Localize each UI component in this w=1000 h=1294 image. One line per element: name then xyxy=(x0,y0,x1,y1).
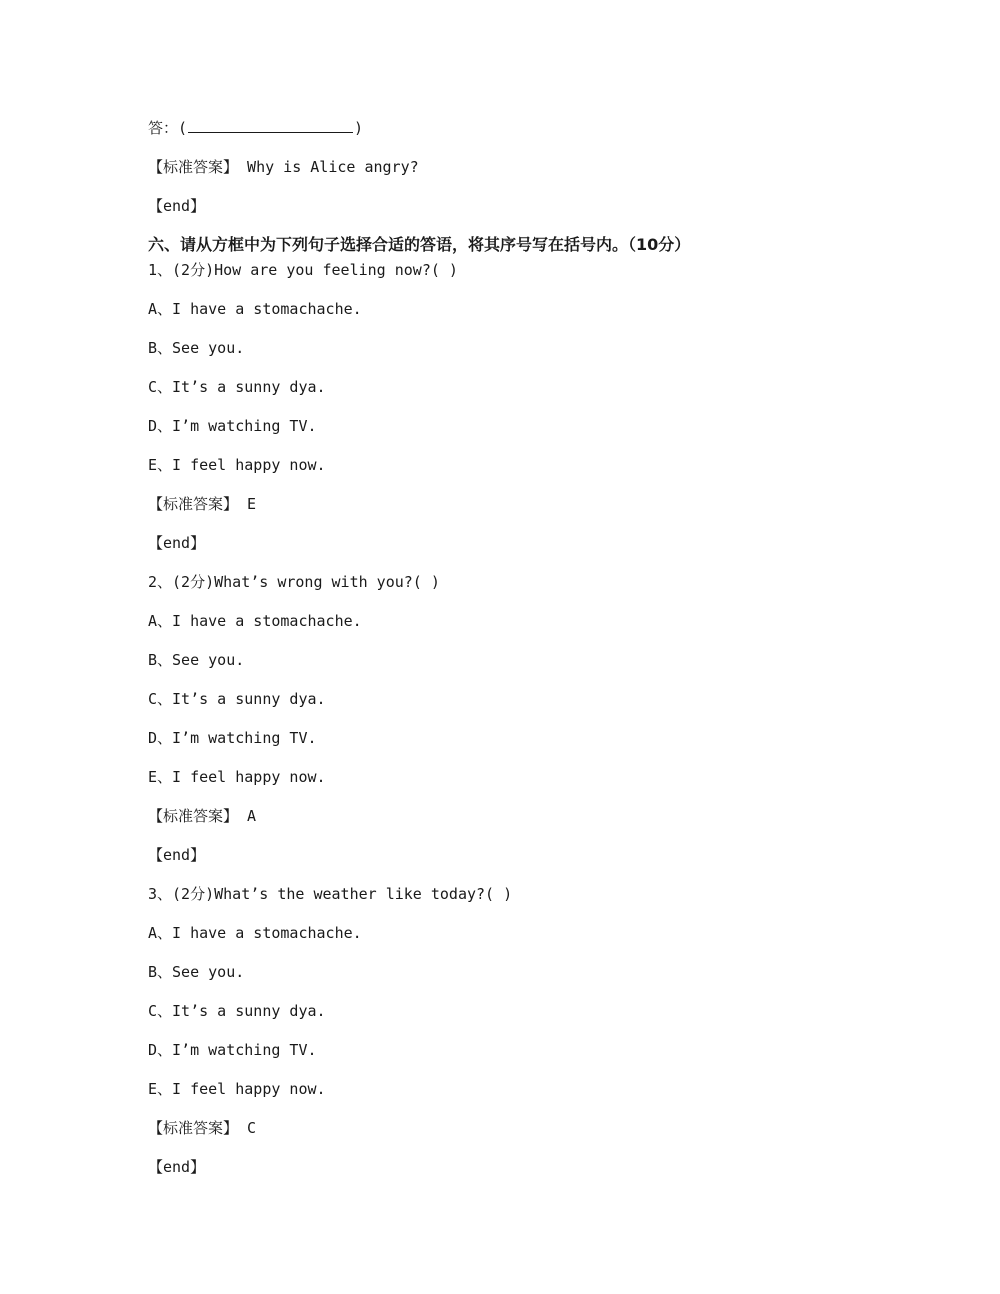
end-marker: 【end】 xyxy=(148,846,206,864)
question-prompt: 2、(2分)What’s wrong with you?( ) xyxy=(148,573,440,591)
option-d: D、I’m watching TV. xyxy=(148,729,317,747)
option-a: A、I have a stomachache. xyxy=(148,612,362,630)
standard-answer-line xyxy=(148,488,908,527)
question-block xyxy=(148,566,908,878)
document-page xyxy=(148,112,908,1190)
option-e: E、I feel happy now. xyxy=(148,1080,326,1098)
standard-answer-line xyxy=(148,800,908,839)
option-c: C、It’s a sunny dya. xyxy=(148,1002,326,1020)
option-d: D、I’m watching TV. xyxy=(148,417,317,435)
option-c: C、It’s a sunny dya. xyxy=(148,690,326,708)
end-marker: 【end】 xyxy=(148,197,206,215)
option-d: D、I’m watching TV. xyxy=(148,1041,317,1059)
standard-answer-label: 【标准答案】 xyxy=(148,158,239,176)
standard-answer-label: 【标准答案】 xyxy=(148,495,239,513)
standard-answer-value: A xyxy=(247,807,257,825)
option-e: E、I feel happy now. xyxy=(148,768,326,786)
standard-answer-value: E xyxy=(247,495,257,513)
end-marker: 【end】 xyxy=(148,534,206,552)
option-a: A、I have a stomachache. xyxy=(148,924,362,942)
standard-answer-label: 【标准答案】 xyxy=(148,1119,239,1137)
option-b: B、See you. xyxy=(148,339,245,357)
answer-prefix: 答：( xyxy=(148,119,188,137)
end-marker: 【end】 xyxy=(148,1158,206,1176)
standard-answer-value: Why is Alice angry? xyxy=(247,158,419,176)
standard-answer-value: C xyxy=(247,1119,257,1137)
option-b: B、See you. xyxy=(148,651,245,669)
question-prompt: 3、(2分)What’s the weather like today?( ) xyxy=(148,885,513,903)
question-block xyxy=(148,878,908,1190)
standard-answer-line xyxy=(148,1112,908,1151)
option-e: E、I feel happy now. xyxy=(148,456,326,474)
standard-answer-label: 【标准答案】 xyxy=(148,807,239,825)
section-heading: 六、请从方框中为下列句子选择合适的答语，将其序号写在括号内。（10分） xyxy=(148,235,691,254)
answer-blank xyxy=(188,118,353,133)
standard-answer-line xyxy=(148,151,908,190)
answer-line xyxy=(148,112,908,151)
question-prompt: 1、(2分)How are you feeling now?( ) xyxy=(148,261,458,279)
question-block xyxy=(148,254,908,566)
option-b: B、See you. xyxy=(148,963,245,981)
option-c: C、It’s a sunny dya. xyxy=(148,378,326,396)
answer-suffix: ) xyxy=(354,119,364,137)
option-a: A、I have a stomachache. xyxy=(148,300,362,318)
